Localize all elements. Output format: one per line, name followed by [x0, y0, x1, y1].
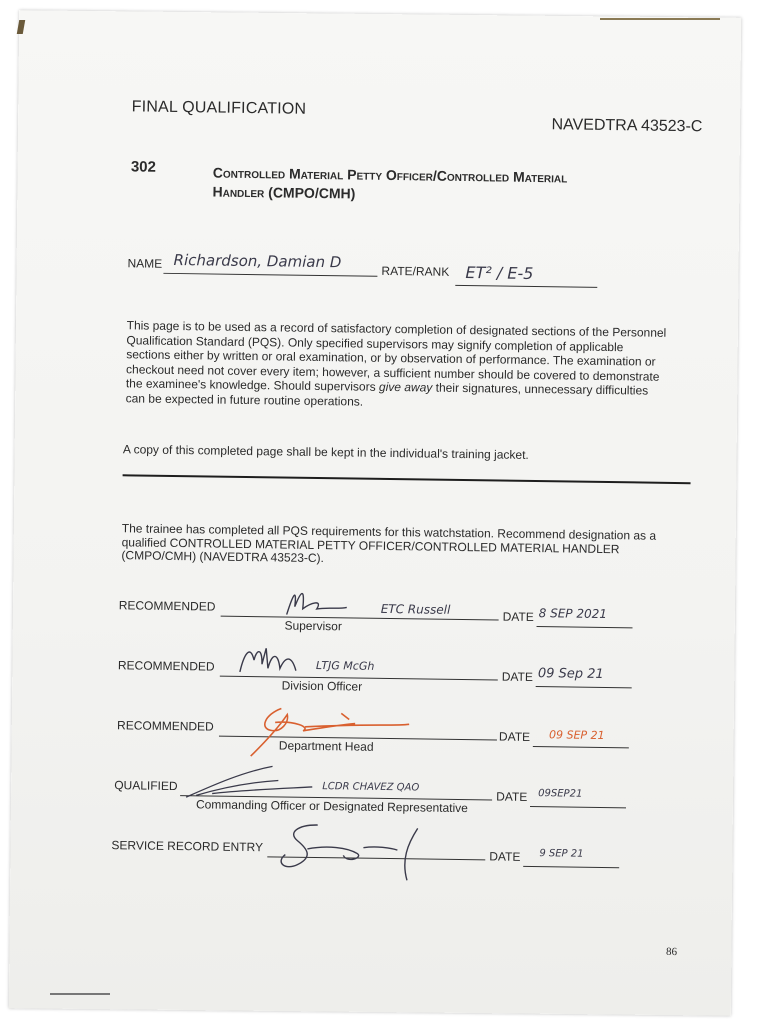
supervisor-recommended-label: RECOMMENDED — [118, 598, 216, 614]
division-officer-date[interactable]: 09 Sep 21 — [537, 666, 604, 682]
instructions-text-before: This page is to be used as a record of satisfactory completion of designated sections of the Personnel Qualification Standard (PQS). Only specified supervisors may signify completion of applicable sections either by written or oral examination, or by observation of performance. The examination or checkout need not cover every item; however, a sufficient number should be covered to demonstrate the examinee's knowledge. Should supervisors — [125, 318, 667, 394]
supervisor-date[interactable]: 8 SEP 2021 — [538, 606, 608, 622]
completion-statement: The trainee has completed all PQS requirements for this watchstation. Recommend designation as a qualified CONTROLLED MATERIAL PETTY OFFICER/CONTROLLED MATERIAL HANDLER (CMPO/CMH) (NAVEDTRA 43523-C). — [121, 521, 657, 566]
division-officer-date-label: DATE — [501, 669, 534, 685]
section-heading — [212, 163, 567, 206]
section-divider — [123, 474, 691, 484]
section-heading-line1: Controlled Material Petty Officer/Controlled Material — [212, 164, 568, 186]
service-record-date[interactable]: 9 SEP 21 — [539, 848, 584, 860]
service-record-date-line — [523, 866, 619, 868]
division-officer-role: Division Officer — [281, 678, 363, 694]
qualified-date-label: DATE — [496, 789, 528, 804]
division-officer-printed-name: LTJG McGh — [315, 658, 375, 673]
name-underline — [163, 273, 377, 277]
name-label: NAME — [127, 256, 163, 271]
instructions-emphasis: give away — [378, 379, 433, 395]
rate-value[interactable]: ET² / E-5 — [465, 263, 534, 283]
department-head-date-line — [533, 746, 629, 748]
section-heading-line2: Handler (CMPO/CMH) — [212, 183, 356, 202]
supervisor-role: Supervisor — [284, 618, 342, 634]
qualified-role: Commanding Officer or Designated Representative — [195, 797, 469, 816]
service-record-entry-label: SERVICE RECORD ENTRY — [111, 838, 264, 855]
division-officer-recommended-label: RECOMMENDED — [117, 658, 215, 674]
service-record-signature — [267, 818, 438, 884]
supervisor-printed-name: ETC Russell — [380, 601, 451, 617]
supervisor-signature — [283, 585, 353, 620]
supervisor-signature-line[interactable] — [221, 616, 499, 621]
qualified-label: QUALIFIED — [114, 778, 178, 794]
instructions-paragraph — [126, 318, 667, 413]
section-number: 302 — [130, 158, 157, 176]
document-code: NAVEDTRA 43523-C — [551, 116, 703, 136]
training-jacket-note: A copy of this completed page shall be kept in the individual's training jacket. — [122, 442, 529, 462]
supervisor-date-line — [537, 626, 633, 628]
instructions-text-after: their signatures, unnecessary difficulties can be expected in future routine operations. — [125, 380, 649, 409]
rate-underline — [455, 285, 597, 288]
qualified-date-line — [530, 806, 626, 808]
department-head-date-label: DATE — [498, 729, 531, 744]
qualified-printed-name: LCDR CHAVEZ QAO — [322, 781, 420, 794]
service-record-date-label: DATE — [489, 849, 521, 864]
name-value[interactable]: Richardson, Damian D — [173, 250, 342, 272]
division-officer-date-line — [536, 686, 632, 688]
rate-rank-label: RATE/RANK — [381, 263, 450, 279]
page-number: 86 — [665, 945, 678, 959]
division-officer-signature — [236, 640, 316, 677]
department-head-date[interactable]: 09 SEP 21 — [548, 728, 605, 743]
qualified-date[interactable]: 09SEP21 — [538, 788, 583, 800]
department-head-recommended-label: RECOMMENDED — [117, 718, 214, 734]
page-title: FINAL QUALIFICATION — [131, 98, 307, 118]
department-head-role: Department Head — [278, 738, 374, 754]
supervisor-date-label: DATE — [502, 609, 534, 625]
